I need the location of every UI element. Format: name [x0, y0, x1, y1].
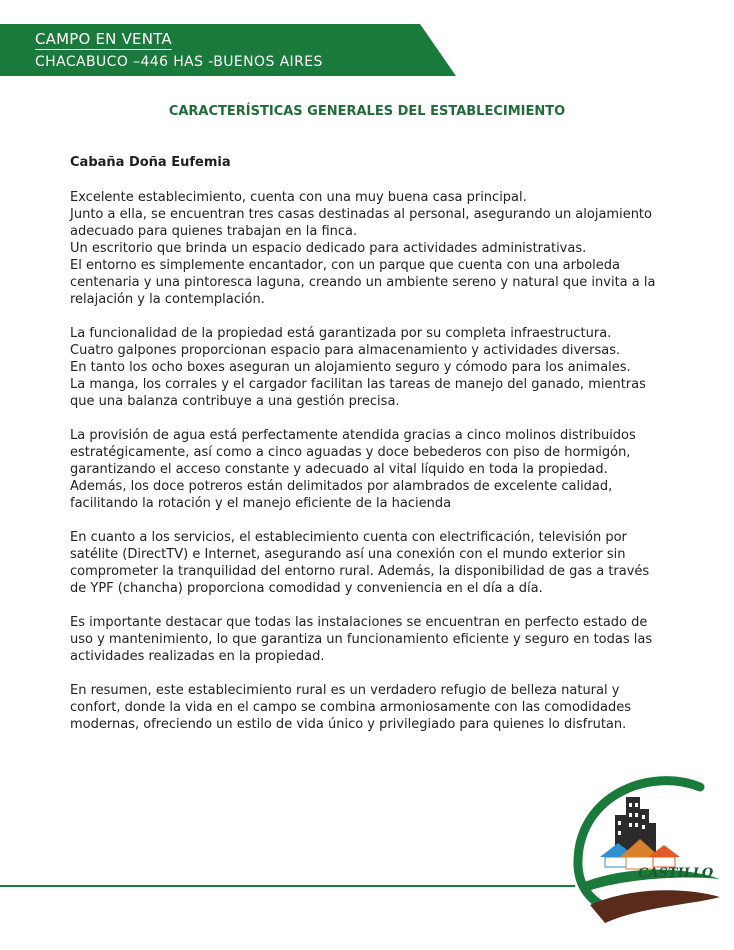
text-line: En cuanto a los servicios, el establecimiento cuenta con electrificación, televisión por: [70, 530, 627, 545]
castillo-logo: [560, 775, 725, 930]
leaf-brown-icon: [590, 890, 720, 923]
text-line: centenaria y una pintoresca laguna, creando un ambiente sereno y natural que invita a la: [70, 275, 656, 290]
paragraph: [70, 427, 670, 512]
text-line: que una balanza contribuye a una gestión precisa.: [70, 394, 400, 409]
text-line: La funcionalidad de la propiedad está garantizada por su completa infraestructura.: [70, 326, 612, 341]
text-line: El entorno es simplemente encantador, con un parque que cuenta con una arboleda: [70, 258, 620, 273]
section-heading: CARACTERÍSTICAS GENERALES DEL ESTABLECIMIENTO: [168, 104, 566, 119]
houses-icon: [600, 839, 680, 869]
text-line: Es importante destacar que todas las instalaciones se encuentran en perfecto estado de: [70, 615, 648, 630]
text-line: Junto a ella, se encuentran tres casas destinadas al personal, asegurando un alojamiento: [70, 207, 652, 222]
text-line: adecuado para quienes trabajan en la finca.: [70, 224, 358, 239]
text-line: facilitando la rotación y el manejo eficiente de la hacienda: [70, 496, 452, 511]
text-line: modernas, ofreciendo un estilo de vida único y privilegiado para quienes lo disfrutan.: [70, 717, 627, 732]
text-line: confort, donde la vida en el campo se combina armoniosamente con las comodidades: [70, 700, 632, 715]
banner-location: CHACABUCO –446 HAS -BUENOS AIRES: [35, 54, 323, 70]
paragraph: [70, 529, 670, 597]
banner-title: CAMPO EN VENTA: [35, 30, 172, 48]
document-body: [70, 189, 670, 750]
text-line: En resumen, este establecimiento rural es un verdadero refugio de belleza natural y: [70, 683, 620, 698]
logo-text: CASTILLO: [638, 866, 714, 881]
text-line: de YPF (chancha) proporciona comodidad y conveniencia en el día a día.: [70, 581, 543, 596]
paragraph: [70, 682, 670, 733]
text-line: Un escritorio que brinda un espacio dedicado para actividades administrativas.: [70, 241, 587, 256]
text-line: Excelente establecimiento, cuenta con una muy buena casa principal.: [70, 190, 527, 205]
text-line: Cuatro galpones proporcionan espacio para almacenamiento y actividades diversas.: [70, 343, 621, 358]
text-line: Además, los doce potreros están delimitados por alambrados de excelente calidad,: [70, 479, 613, 494]
text-line: relajación y la contemplación.: [70, 292, 265, 307]
property-name: Cabaña Doña Eufemia: [70, 155, 231, 170]
text-line: La manga, los corrales y el cargador facilitan las tareas de manejo del ganado, mientras: [70, 377, 646, 392]
text-line: estratégicamente, así como a cinco aguadas y doce bebederos con piso de hormigón,: [70, 445, 631, 460]
text-line: uso y mantenimiento, lo que garantiza un funcionamiento eficiente y seguro en todas las: [70, 632, 653, 647]
paragraph: [70, 189, 670, 308]
footer-divider: [0, 885, 575, 887]
text-line: La provisión de agua está perfectamente atendida gracias a cinco molinos distribuidos: [70, 428, 636, 443]
paragraph: [70, 325, 670, 410]
text-line: actividades realizadas en la propiedad.: [70, 649, 325, 664]
text-line: satélite (DirectTV) e Internet, asegurando así una conexión con el mundo exterior sin: [70, 547, 626, 562]
text-line: En tanto los ocho boxes aseguran un alojamiento seguro y cómodo para los animales.: [70, 360, 631, 375]
text-line: garantizando el acceso constante y adecuado al vital líquido en toda la propiedad.: [70, 462, 608, 477]
paragraph: [70, 614, 670, 665]
text-line: comprometer la tranquilidad del entorno rural. Además, la disponibilidad de gas a través: [70, 564, 650, 579]
